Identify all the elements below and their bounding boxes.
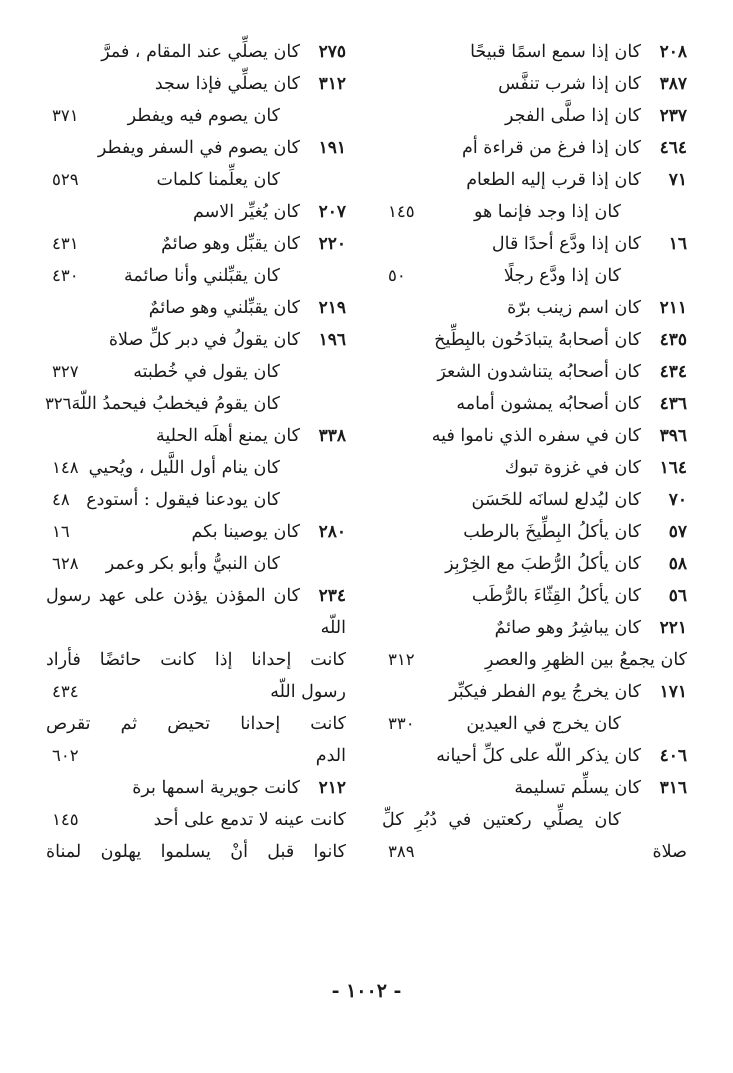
index-entry — [382, 228, 687, 260]
entry-text: كان يصوم في السفر ويفطر — [97, 138, 300, 158]
entry-page-ref: ١٤٨ — [52, 458, 79, 477]
entry-text: كان يأكلُ البِطِّيخَ بالرطب — [463, 522, 641, 542]
entry-page-ref: ٣٧١ — [52, 106, 79, 125]
entry-text: كان يقبِّلني وأنا صائمة — [124, 266, 280, 286]
index-entry — [382, 164, 687, 196]
entry-number: ٧٠ — [668, 490, 687, 510]
entry-text: اللّه — [320, 618, 346, 638]
entry-text: كان يودعنا فيقول : أستودع — [86, 490, 280, 510]
index-entry — [382, 580, 687, 612]
entry-page-ref: ٦٢٨ — [52, 554, 79, 573]
entry-text: كان يوصينا بكم — [191, 522, 300, 542]
entry-text: كان في سفره الذي ناموا فيه — [431, 426, 641, 446]
entry-text: كان إذا فرغ من قراءة أم — [462, 138, 641, 158]
index-entry — [382, 772, 687, 804]
index-entry — [382, 100, 687, 132]
entry-text: كان يقبِّلني وهو صائمٌ — [148, 298, 300, 318]
index-entry — [46, 484, 346, 516]
entry-text: كان إذا قرب إليه الطعام — [466, 170, 641, 190]
index-entry — [46, 644, 346, 676]
index-entry — [46, 196, 346, 228]
entry-text: كان أصحابُه يمشون أمامه — [456, 394, 641, 414]
entry-page-ref: ٣٣٠ — [388, 714, 415, 733]
index-entry — [46, 516, 346, 548]
entry-page-ref: ٣٢٦ — [44, 394, 72, 413]
index-entry — [382, 452, 687, 484]
entry-number: ٤٣٦ — [659, 394, 687, 414]
index-entry — [46, 420, 346, 452]
entry-text: كان إذا وجد فإنما هو — [473, 202, 621, 222]
entry-number: ٢١١ — [659, 298, 687, 318]
entry-text: كان يقول في خُطبته — [133, 362, 280, 382]
index-entry — [46, 228, 346, 260]
entry-page-ref: ٤٣٤ — [52, 682, 79, 701]
entry-number: ٣٩٦ — [659, 426, 687, 446]
index-entry — [382, 420, 687, 452]
entry-text: كان يأكلُ القِثّاءَ بالرُّطَب — [471, 586, 641, 606]
entry-text: كان إذا شرب تنفَّس — [498, 74, 641, 94]
entry-page-ref: ٤٨ — [52, 490, 70, 509]
entry-number: ٢٨٠ — [318, 522, 346, 542]
entry-text: كان يخرج في العيدين — [466, 714, 621, 734]
entry-text: كان إذا صلَّى الفجر — [505, 106, 641, 126]
index-entry — [382, 292, 687, 324]
entry-text: كان يخرجُ يوم الفطر فيكبِّر — [449, 682, 641, 702]
entry-page-ref: ٣١٢ — [388, 650, 415, 669]
index-entry — [382, 356, 687, 388]
index-entry — [46, 452, 346, 484]
entry-text: صلاة — [652, 842, 687, 862]
entry-number: ٣٣٨ — [318, 426, 346, 446]
entry-page-ref: ٤٣٠ — [52, 266, 79, 285]
entry-number: ٢٢١ — [659, 618, 687, 638]
index-entry — [382, 548, 687, 580]
entry-number: ١٩٦ — [318, 330, 346, 350]
entry-text: كان إذا سمع اسمًا قبيحًا — [470, 42, 641, 62]
index-entry — [382, 612, 687, 644]
index-entry — [46, 804, 346, 836]
entry-text: كان ليُدلع لسانَه للحَسَن — [471, 490, 641, 510]
entry-page-ref: ٥٢٩ — [52, 170, 79, 189]
entry-number: ٢٧٥ — [318, 42, 346, 62]
entry-text: كان يسلِّم تسليمة — [514, 778, 641, 798]
entry-text: كانت إحدانا تحيض ثم تقرص — [46, 714, 346, 734]
entry-text: كان يعلِّمنا كلمات — [156, 170, 280, 190]
entry-number: ٤٦٤ — [659, 138, 687, 158]
entry-text: كان يأكلُ الرُّطبَ مع الخِرْبِز — [445, 554, 641, 574]
entry-text: كان النبيُّ وأبو بكر وعمر — [105, 554, 280, 574]
page-number: - ١٠٠٢ - — [331, 980, 402, 1002]
entry-number: ٤٣٤ — [659, 362, 687, 382]
index-entry — [382, 644, 687, 676]
index-entry — [46, 36, 346, 68]
entry-text: كانوا قبل أنْ يسلموا يهلون لمناة — [46, 842, 346, 862]
index-entry — [382, 388, 687, 420]
index-entry — [46, 324, 346, 356]
entry-number: ٥٨ — [668, 554, 687, 574]
index-entry — [382, 516, 687, 548]
entry-text: كان يصلِّي فإذا سجد — [154, 74, 300, 94]
entry-text: كان يقومُ فيخطبُ فيحمدُ اللّهَ — [71, 394, 280, 414]
entry-text: كان في غزوة تبوك — [504, 458, 641, 478]
index-entry — [382, 260, 687, 292]
entry-number: ١٦٤ — [659, 458, 687, 478]
entry-text: كان المؤذن يؤذن على عهد رسول — [46, 586, 300, 606]
entry-text: كان أصحابهُ يتبادَحُون بالبِطِّيخ — [434, 330, 641, 350]
entry-page-ref: ١٤٥ — [388, 202, 415, 221]
entry-number: ١٦ — [668, 234, 687, 254]
entry-page-ref: ٣٢٧ — [52, 362, 79, 381]
index-entry — [382, 68, 687, 100]
index-entry — [46, 836, 346, 868]
entry-text: كان يصلِّي عند المقام ، فمرَّ — [101, 42, 300, 62]
entry-text: كان إذا ودَّع أحدًا قال — [491, 234, 641, 254]
index-entry — [46, 164, 346, 196]
entry-text: كان يقبِّل وهو صائمٌ — [161, 234, 300, 254]
entry-number: ٥٧ — [668, 522, 687, 542]
entry-page-ref: ١٤٥ — [52, 810, 79, 829]
entry-number: ٣١٦ — [659, 778, 687, 798]
entry-number: ٢٣٤ — [318, 586, 346, 606]
entry-number: ٢١٢ — [318, 778, 346, 798]
index-entry — [46, 68, 346, 100]
index-entry — [46, 740, 346, 772]
index-entry — [46, 388, 346, 420]
entry-number: ٢٠٨ — [659, 42, 687, 62]
entry-text: الدم — [315, 746, 346, 766]
entry-number: ٧١ — [668, 170, 687, 190]
index-entry — [382, 36, 687, 68]
entry-page-ref: ٣٨٩ — [388, 842, 415, 861]
entry-text: كان يجمعُ بين الظهرِ والعصرِ — [484, 650, 687, 670]
index-entry — [46, 132, 346, 164]
index-entry — [382, 804, 687, 836]
entry-number: ٢٢٠ — [318, 234, 346, 254]
entry-text: كان يُغيِّر الاسم — [192, 202, 300, 222]
index-entry — [46, 580, 346, 612]
entry-page-ref: ٤٣١ — [52, 234, 79, 253]
entry-number: ٥٦ — [668, 586, 687, 606]
entry-text: كان يذكر اللّه على كلِّ أحيانه — [436, 746, 641, 766]
entry-text: رسول اللّه — [270, 682, 346, 702]
entry-number: ٢١٩ — [318, 298, 346, 318]
index-entry — [46, 548, 346, 580]
index-entry — [46, 676, 346, 708]
index-entry — [382, 740, 687, 772]
entry-text: كان يمنع أهلَه الحلية — [156, 426, 300, 446]
index-entry — [382, 324, 687, 356]
entry-number: ٤٠٦ — [659, 746, 687, 766]
index-entry — [46, 772, 346, 804]
index-entry — [382, 132, 687, 164]
index-entry — [382, 836, 687, 868]
index-entry — [382, 676, 687, 708]
entry-number: ٣٨٧ — [659, 74, 687, 94]
entry-text: كان يقولُ في دبر كلِّ صلاة — [108, 330, 300, 350]
index-column-left — [46, 36, 346, 868]
entry-text: كان إذا ودَّع رجلًا — [503, 266, 621, 286]
index-entry — [46, 100, 346, 132]
entry-number: ٤٣٥ — [659, 330, 687, 350]
entry-text: كان يصوم فيه ويفطر — [127, 106, 280, 126]
index-entry — [382, 484, 687, 516]
entry-number: ١٧١ — [659, 682, 687, 702]
entry-text: كان أصحابُه يتناشدون الشعرَ — [437, 362, 641, 382]
entry-text: كان اسم زينب برّة — [507, 298, 641, 318]
entry-number: ٢٣٧ — [659, 106, 687, 126]
index-entry — [382, 196, 687, 228]
entry-text: كان يباشِرُ وهو صائمٌ — [494, 618, 641, 638]
index-entry — [46, 356, 346, 388]
entry-number: ١٩١ — [318, 138, 346, 158]
entry-text: كان يصلِّي ركعتين في دُبُرِ كلِّ — [382, 810, 621, 830]
entry-text: كان ينام أول اللَّيل ، ويُحيي — [88, 458, 280, 478]
entry-number: ٣١٢ — [318, 74, 346, 94]
index-entry — [46, 260, 346, 292]
entry-page-ref: ٥٠ — [388, 266, 406, 285]
entry-text: كانت عينه لا تدمع على أحد — [153, 810, 346, 830]
entry-number: ٢٠٧ — [318, 202, 346, 222]
index-entry — [46, 708, 346, 740]
entry-page-ref: ٦٠٢ — [52, 746, 79, 765]
entry-page-ref: ١٦ — [52, 522, 70, 541]
index-entry — [46, 292, 346, 324]
index-entry — [382, 708, 687, 740]
index-column-right — [382, 36, 687, 868]
entry-text: كانت جويرية اسمها برة — [132, 778, 300, 798]
entry-text: كانت إحدانا إذا كانت حائضًا فأراد — [46, 650, 346, 670]
index-entry — [46, 612, 346, 644]
